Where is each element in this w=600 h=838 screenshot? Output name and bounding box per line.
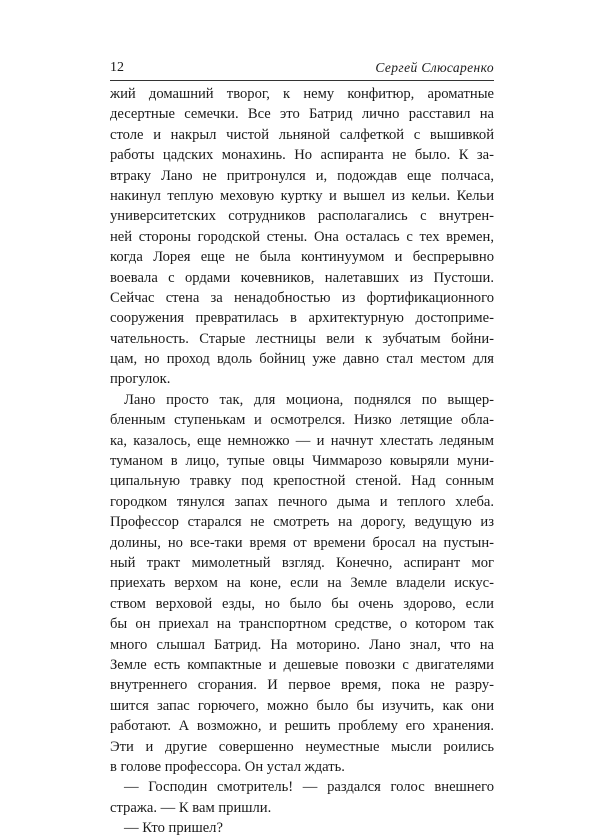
text-line: бы он приехал на транспортном средстве, о котором так bbox=[110, 616, 494, 633]
text-line: Эти и другие совершенно неуместные мысли роились bbox=[110, 738, 494, 755]
paragraph-end-line: в голове профессора. Он устал ждать. bbox=[110, 758, 345, 775]
text-line: цам, но проход вдоль бойниц уже давно стал местом для bbox=[110, 351, 494, 368]
header-rule bbox=[110, 80, 494, 81]
text-line: чательность. Старые лестницы вели к зубчатым бойни- bbox=[110, 330, 494, 347]
paragraph-end-line: прогулок. bbox=[110, 371, 171, 388]
page-number: 12 bbox=[110, 60, 124, 75]
dialogue-line: — Кто пришел? bbox=[124, 820, 223, 837]
text-line: ством верховой езды, но было бы очень здорово, если bbox=[110, 595, 494, 612]
text-line: много слышал Батрид. На моторино. Лано знал, что на bbox=[110, 636, 494, 653]
body-text bbox=[110, 84, 494, 838]
dialogue-line: стража. — К вам пришли. bbox=[110, 799, 272, 816]
text-line: приехать верхом на коне, если на Земле владели искус- bbox=[110, 575, 494, 592]
text-line: ней стороны городской стены. Она осталась с тех времен, bbox=[110, 228, 494, 245]
text-line: Земле есть компактные и дешевые повозки с двигателями bbox=[110, 656, 494, 673]
text-line: жий домашний творог, к нему конфитюр, ароматные bbox=[110, 86, 494, 102]
text-line: ный тракт мимолетный взгляд. Конечно, аспирант мог bbox=[110, 554, 494, 571]
author-name: Сергей Слюсаренко bbox=[375, 60, 494, 75]
text-line: ципальную травку под крепостной стеной. Над сонным bbox=[110, 473, 494, 490]
text-line: накинул теплую меховую куртку и вышел из кельи. Кельи bbox=[110, 187, 494, 204]
text-line: городком тянулся запах печного дыма и теплого хлеба. bbox=[110, 493, 494, 510]
text-line: долины, но все-таки время от времени бросал на пустын- bbox=[110, 534, 494, 551]
text-line: Сейчас стена за ненадобностью из фортификационного bbox=[110, 289, 494, 306]
text-line: Профессор старался не смотреть на дорогу, ведущую из bbox=[110, 514, 494, 531]
text-line: туманом в лицо, тупые овцы Чиммарозо ковыряли муни- bbox=[110, 453, 494, 470]
text-line: сооружения превратилась в архитектурную достопримe- bbox=[110, 310, 494, 327]
text-line: работают. А возможно, и решить проблему его хранения. bbox=[110, 718, 494, 735]
text-line: работы цадских монахинь. Но аспиранта не было. К за- bbox=[110, 147, 494, 164]
text-line: десертные семечки. Все это Батрид лично расставил на bbox=[110, 106, 494, 123]
text-line: втраку Лано не притронулся и, подождав еще полчаса, bbox=[110, 167, 494, 184]
text-line: когда Лорея еще не была континуумом и беспрерывно bbox=[110, 249, 494, 266]
text-line: ка, казалось, еще немножко — и начнут хлестать ледяным bbox=[110, 432, 494, 449]
text-line: внутреннего сгорания. И первое время, пока не разру- bbox=[110, 677, 494, 694]
dialogue-line: — Господин смотритель! — раздался голос внешнего bbox=[124, 779, 494, 796]
text-line: шится запас горючего, можно было бы изучить, как они bbox=[110, 697, 494, 714]
text-line: университетских сотрудников располагались с внутрен- bbox=[110, 208, 494, 225]
running-header bbox=[110, 58, 494, 80]
text-line: столе и накрыл чистой льняной салфеткой с вышивкой bbox=[110, 126, 494, 143]
text-line: воевала с ордами кочевников, налетавших из Пустоши. bbox=[110, 269, 494, 286]
text-line: бленным ступенькам и осмотрелся. Низко летящие обла- bbox=[110, 412, 494, 429]
paragraph-start-line: Лано просто так, для моциона, поднялся по выщер- bbox=[124, 391, 494, 408]
